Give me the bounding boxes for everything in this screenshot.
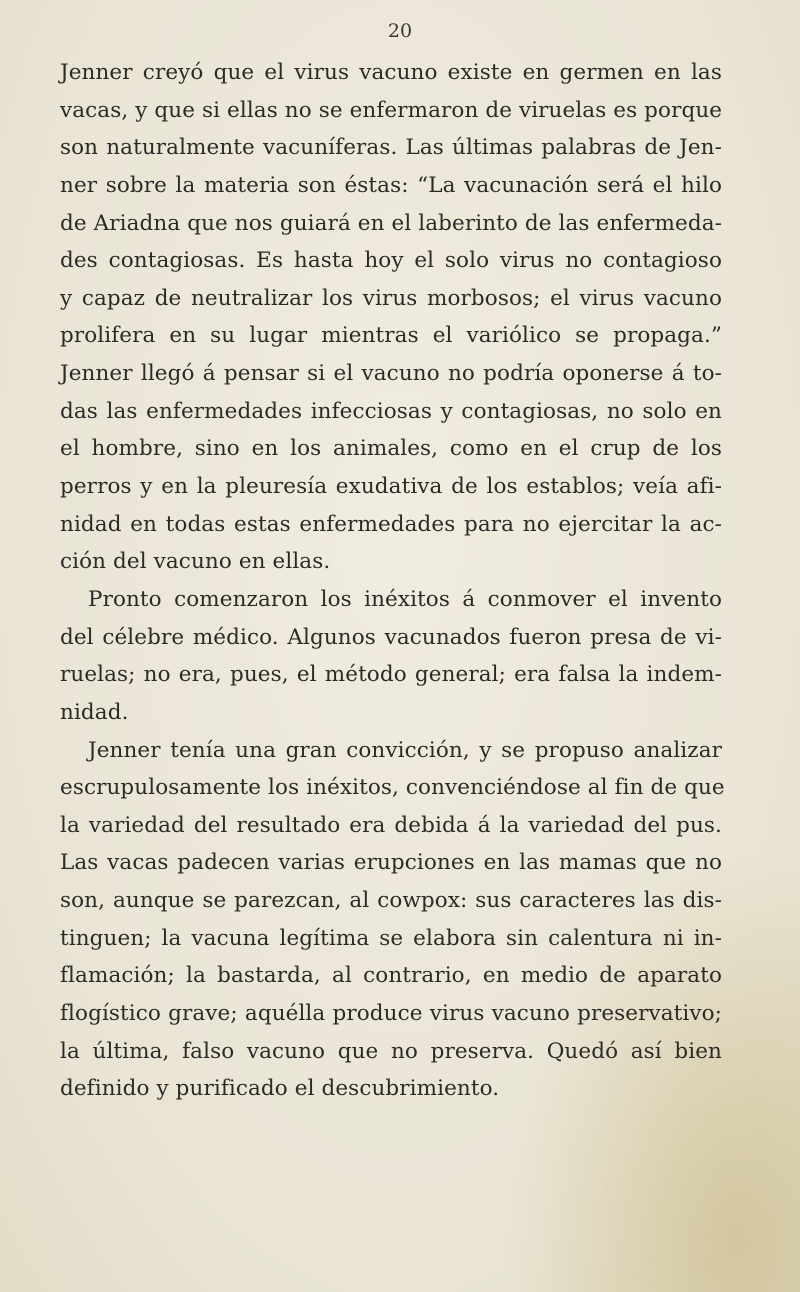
text-line: tinguen; la vacuna legítima se elabora sin calentura ni in- bbox=[60, 925, 722, 951]
text-line: la variedad del resultado era debida á la variedad del pus. bbox=[60, 812, 722, 838]
text-line: y capaz de neutralizar los virus morbosos; el virus vacuno bbox=[60, 285, 722, 311]
text-line: de Ariadna que nos guiará en el laberinto de las enfermeda- bbox=[60, 210, 722, 236]
text-line: ción del vacuno en ellas. bbox=[60, 549, 331, 575]
text-line: nidad. bbox=[60, 699, 129, 725]
text-line: nidad en todas estas enfermedades para no ejercitar la ac- bbox=[60, 511, 722, 537]
text-line: Las vacas padecen varias erupciones en las mamas que no bbox=[60, 850, 722, 876]
text-line: la última, falso vacuno que no preserva. Quedó así bien bbox=[60, 1038, 722, 1064]
text-line: son, aunque se parezcan, al cowpox: sus caracteres las dis- bbox=[60, 888, 722, 914]
text-line: Pronto comenzaron los inéxitos á conmover el invento bbox=[88, 586, 722, 612]
text-line: ner sobre la materia son éstas: “La vacunación será el hilo bbox=[60, 172, 722, 198]
text-line: el hombre, sino en los animales, como en el crup de los bbox=[60, 436, 722, 462]
text-line: definido y purificado el descubrimiento. bbox=[60, 1076, 500, 1102]
text-line: Jenner llegó á pensar si el vacuno no podría oponerse á to- bbox=[60, 361, 722, 387]
text-line: perros y en la pleuresía exudativa de los establos; veía afi- bbox=[60, 474, 722, 500]
text-line: prolifera en su lugar mientras el variólico se propaga.” bbox=[60, 323, 722, 349]
text-line: ruelas; no era, pues, el método general; era falsa la indem- bbox=[60, 662, 722, 688]
text-line: des contagiosas. Es hasta hoy el solo virus no contagioso bbox=[60, 248, 722, 274]
page-number: 20 bbox=[387, 20, 413, 42]
text-line: flogístico grave; aquélla produce virus vacuno preservativo; bbox=[60, 1001, 722, 1027]
text-line: escrupulosamente los inéxitos, convenciéndose al fin de que bbox=[60, 775, 725, 801]
text-line: Jenner creyó que el virus vacuno existe en germen en las bbox=[60, 60, 722, 85]
text-line: del célebre médico. Algunos vacunados fueron presa de vi- bbox=[60, 624, 722, 650]
text-line: flamación; la bastarda, al contrario, en medio de aparato bbox=[60, 963, 722, 989]
text-line: vacas, y que si ellas no se enfermaron de viruelas es porque bbox=[60, 97, 723, 123]
body-text bbox=[60, 54, 725, 1108]
text-line: son naturalmente vacuníferas. Las últimas palabras de Jen- bbox=[60, 135, 722, 161]
text-line: das las enfermedades infecciosas y contagiosas, no solo en bbox=[60, 398, 722, 424]
text-line: Jenner tenía una gran convicción, y se propuso analizar bbox=[88, 737, 722, 763]
